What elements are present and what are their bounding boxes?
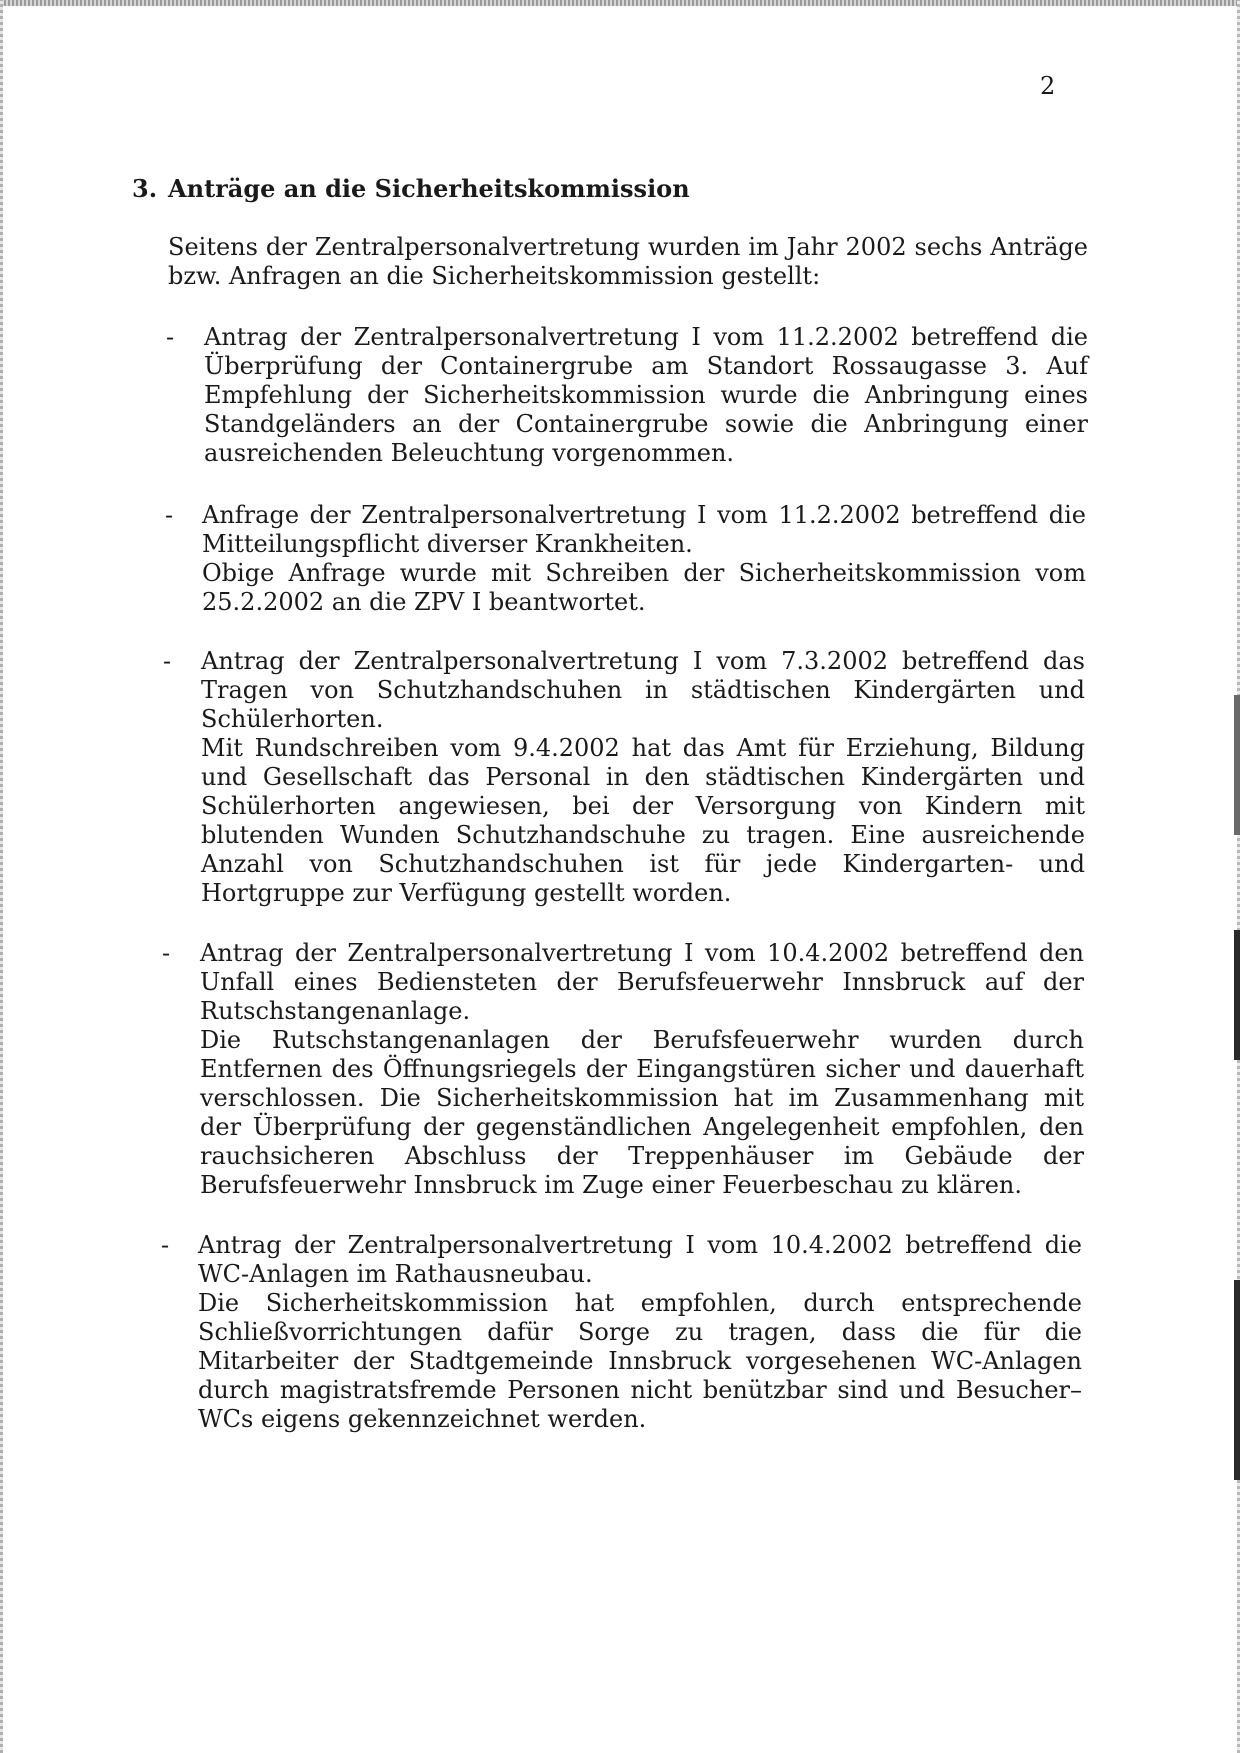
list-item-text [200,939,1084,1200]
list-item-paragraph: Obige Anfrage wurde mit Schreiben der Sicherheitskommission vom 25.2.2002 an die ZPV I beantwortet. [202,559,1086,616]
list-item-text [202,501,1086,617]
list-bullet: - [162,939,171,967]
list-item-paragraph: Die Rutschstangenanlagen der Berufsfeuerwehr wurden durch Entfernen des Öffnungsriegels der Eingangstüren sicher und dauerhaft verschlossen. Die Sicherheitskommission hat im Zusammenhang mit der Überprüfung der gegenständlichen Angelegenheit empfohlen, den rauchsicheren Abschluss der Treppenhäuser im Gebäude der Berufsfeuerwehr Innsbruck im Zuge einer Feuerbeschau zu klären. [200,1026,1084,1199]
scan-border-top [0,0,1240,6]
list-item-paragraph: Die Sicherheitskommission hat empfohlen, durch entsprechende Schließvorrichtungen dafür Sorge zu tragen, dass die für die Mitarbeiter der Stadtgemeinde Innsbruck vorgesehenen WC-Anlagen durch magistratsfremde Personen nicht benützbar sind und Besucher–WCs eigens gekennzeichnet werden. [198,1289,1082,1433]
page-number: 2 [1040,72,1056,100]
list-item-paragraph: Antrag der Zentralpersonalvertretung I vom 7.3.2002 betreffend das Tragen von Schutzhandschuhen in städtischen Kindergärten und Schülerhorten. [201,647,1085,733]
section-intro: Seitens der Zentralpersonalvertretung wurden im Jahr 2002 sechs Anträge bzw. Anfragen an die Sicherheitskommission gestellt: [168,233,1088,290]
list-bullet: - [163,647,172,675]
list-item-paragraph: Antrag der Zentralpersonalvertretung I vom 11.2.2002 betreffend die Überprüfung der Containergrube am Standort Rossaugasse 3. Auf Empfehlung der Sicherheitskommission wurde die Anbringung eines Standgeländers an der Containergrube sowie die Anbringung einer ausreichenden Beleuchtung vorgenommen. [204,323,1088,467]
scan-border-left [0,0,3,1753]
scan-edge-mark [1234,1280,1240,1480]
section-number: 3. [132,174,158,203]
list-item-paragraph: Antrag der Zentralpersonalvertretung I vom 10.4.2002 betreffend die WC-Anlagen im Rathausneubau. [198,1231,1082,1288]
list-item-paragraph: Anfrage der Zentralpersonalvertretung I vom 11.2.2002 betreffend die Mitteilungspflicht diverser Krankheiten. [202,501,1086,558]
list-item-text [204,323,1088,468]
list-bullet: - [161,1231,170,1259]
section-title: Anträge an die Sicherheitskommission [168,174,690,203]
list-item-text [198,1231,1082,1434]
list-bullet: - [165,501,174,529]
scan-edge-mark [1234,695,1240,835]
section-heading [132,174,690,203]
list-item-paragraph: Antrag der Zentralpersonalvertretung I vom 10.4.2002 betreffend den Unfall eines Bediensteten der Berufsfeuerwehr Innsbruck auf der Rutschstangenanlage. [200,939,1084,1025]
scan-edge-mark [1234,930,1240,1060]
list-bullet: - [166,323,175,351]
list-item-text [201,647,1085,908]
list-item-paragraph: Mit Rundschreiben vom 9.4.2002 hat das Amt für Erziehung, Bildung und Gesellschaft das Personal in den städtischen Kindergärten und Schülerhorten angewiesen, bei der Versorgung von Kindern mit blutenden Wunden Schutzhandschuhe zu tragen. Eine ausreichende Anzahl von Schutzhandschuhen ist für jede Kindergarten- und Hortgruppe zur Verfügung gestellt worden. [201,734,1085,907]
